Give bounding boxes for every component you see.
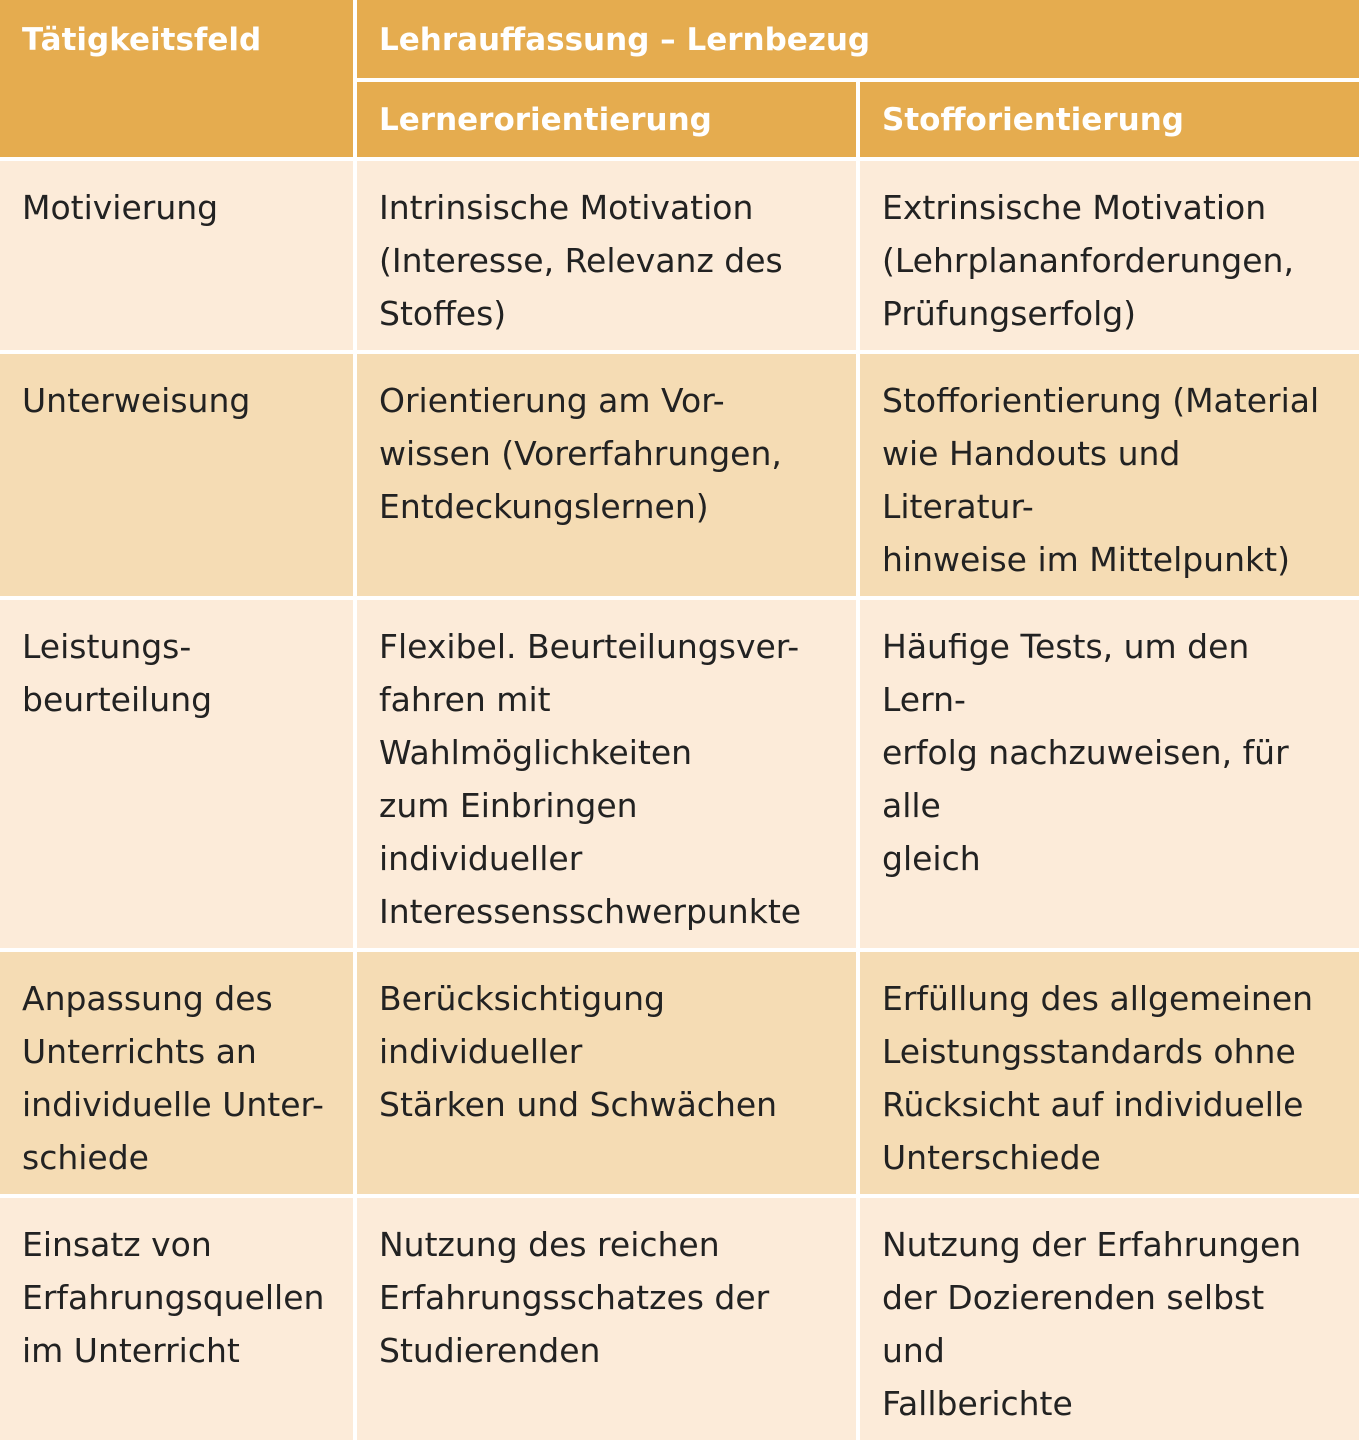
header-learner-orientation: Lernerorientierung bbox=[355, 80, 858, 159]
cell-learner: Flexibel. Beurteilungsver- fahren mit Wahlmöglichkeiten zum Einbringen individueller Interessensschwerpunkte bbox=[355, 598, 858, 950]
table-row bbox=[0, 1196, 1359, 1440]
header-field: Tätigkeitsfeld bbox=[0, 0, 355, 159]
cell-field: Einsatz von Erfahrungsquellen im Unterricht bbox=[0, 1196, 355, 1440]
cell-content: Extrinsische Motivation (Lehrplananforderungen, Prüfungserfolg) bbox=[858, 159, 1359, 352]
cell-content: Häufige Tests, um den Lern- erfolg nachzuweisen, für alle gleich bbox=[858, 598, 1359, 950]
table-row bbox=[0, 950, 1359, 1196]
header-group: Lehrauffassung – Lernbezug bbox=[355, 0, 1359, 80]
cell-content: Nutzung der Erfahrungen der Dozierenden selbst und Fallberichte bbox=[858, 1196, 1359, 1440]
cell-learner: Orientierung am Vor- wissen (Vorerfahrungen, Entdeckungslernen) bbox=[355, 352, 858, 598]
table-row bbox=[0, 598, 1359, 950]
cell-field: Leistungs- beurteilung bbox=[0, 598, 355, 950]
table-header bbox=[0, 0, 1359, 159]
cell-learner: Berücksichtigung individueller Stärken und Schwächen bbox=[355, 950, 858, 1196]
cell-field: Unterweisung bbox=[0, 352, 355, 598]
header-content-orientation: Stofforientierung bbox=[858, 80, 1359, 159]
table-row bbox=[0, 159, 1359, 352]
cell-field: Motivierung bbox=[0, 159, 355, 352]
table-body bbox=[0, 159, 1359, 1440]
header-row-1 bbox=[0, 0, 1359, 80]
cell-learner: Intrinsische Motivation (Interesse, Relevanz des Stoffes) bbox=[355, 159, 858, 352]
cell-content: Stofforientierung (Material wie Handouts und Literatur- hinweise im Mittelpunkt) bbox=[858, 352, 1359, 598]
cell-content: Erfüllung des allgemeinen Leistungsstandards ohne Rücksicht auf individuelle Unterschiede bbox=[858, 950, 1359, 1196]
cell-learner: Nutzung des reichen Erfahrungsschatzes der Studierenden bbox=[355, 1196, 858, 1440]
table-row bbox=[0, 352, 1359, 598]
cell-field: Anpassung des Unterrichts an individuelle Unter- schiede bbox=[0, 950, 355, 1196]
